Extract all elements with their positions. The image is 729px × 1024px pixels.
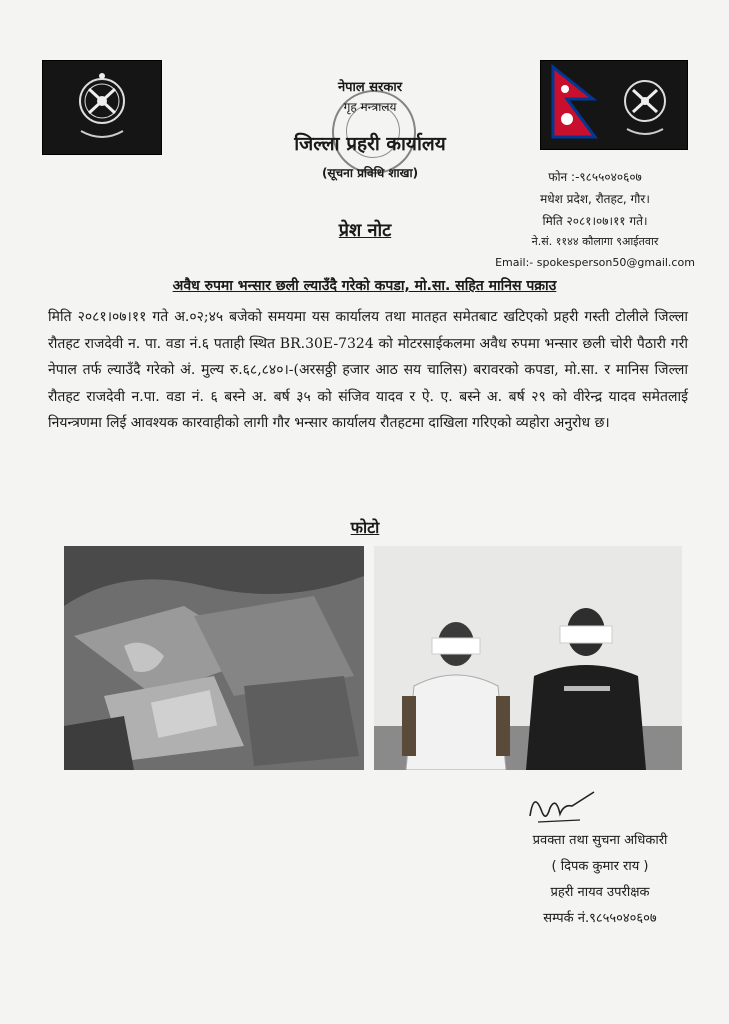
- police-emblem-icon: [42, 60, 162, 155]
- press-note-subject: अवैध रुपमा भन्सार छली ल्याउँदै गरेको कपडा, मो.सा. सहित मानिस पक्राउ: [172, 278, 557, 294]
- section-name: (सूचना प्रविधि शाखा): [321, 166, 419, 180]
- ministry-name: गृह मन्त्रालय: [343, 100, 397, 114]
- officer-signature: [520, 782, 600, 832]
- press-note-title: प्रेश नोट: [338, 220, 392, 241]
- seized-goods-photo: [64, 546, 364, 770]
- contact-date: मिति २०८१।०७।११ गते।: [542, 214, 648, 228]
- officer-name: ( दिपक कुमार राय ): [551, 859, 649, 874]
- contact-phone: फोन :-९८५५०४०६०७: [548, 170, 642, 184]
- office-name: जिल्ला प्रहरी कार्यालय: [294, 133, 446, 155]
- contact-ref: ने.सं. ११४४ कौलागा ९आईतवार: [531, 235, 659, 248]
- govt-name: नेपाल सरकार: [337, 80, 403, 95]
- contact-address: मधेश प्रदेश, रौतहट, गौर।: [540, 192, 650, 206]
- officer-designation: प्रवक्ता तथा सुचना अधिकारी: [532, 833, 668, 848]
- photo-label: फोटो: [350, 518, 380, 537]
- press-note-body: मिति २०८१।०७।११ गते अ.०२;४५ बजेको समयमा यस कार्यालय तथा मातहत समेतबाट खटिएको प्रहरी गस्ती टोलीले जिल्ला रौतहट राजदेवी न. पा. वडा नं.६ पताही स्थित BR.30E-7324 को मोटरसाईकलमा अवैध रुपमा भन्सार छली चोरी पैठारी गरी नेपाल तर्फ ल्याउँदै गरेको अं. मुल्य रु.६८,८४०।-(अरसठ्ठी हजार आठ सय चालिस) बरावरको कपडा, मो.सा. र मानिस जिल्ला रौतहट राजदेवी न.पा. वडा नं. ६ बस्ने अ. बर्ष ३५ को संजिव यादव र ऐ. ए. बस्ने अ. बर्ष २९ को वीरेन्द्र यादव समेतलाई नियन्त्रणमा लिई आवश्यक कारवाहीको लागी गौर भन्सार कार्यालय रौतहटमा दाखिला गरिएको व्यहोरा अनुरोध छ।: [48, 309, 688, 431]
- officer-rank: प्रहरी नायव उपरीक्षक: [550, 885, 650, 900]
- contact-email[interactable]: Email:- spokesperson50@gmail.com: [495, 256, 695, 269]
- nepal-flag-icon: [540, 60, 688, 150]
- officer-contact: सम्पर्क नं.९८५५०४०६०७: [543, 911, 657, 926]
- arrested-persons-photo: [374, 546, 682, 770]
